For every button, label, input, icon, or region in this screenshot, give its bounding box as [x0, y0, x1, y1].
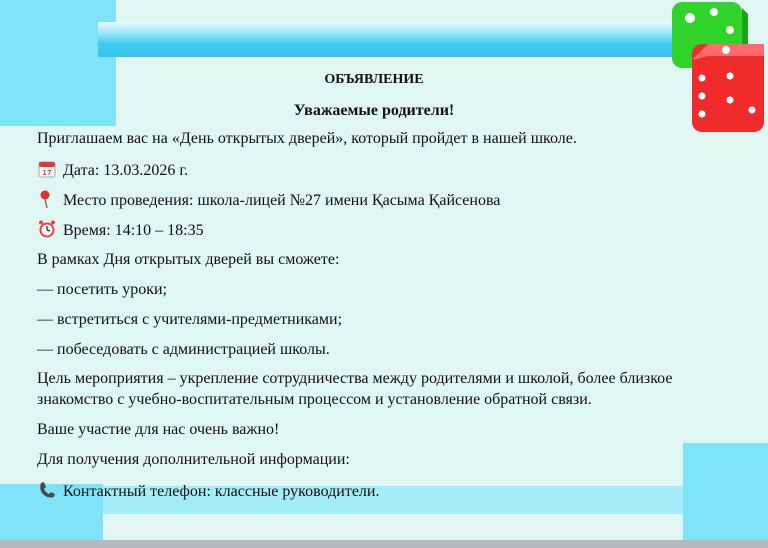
date-line — [37, 159, 188, 181]
place-text: Место проведения: школа-лицей №27 имени Қасыма Қайсенова — [63, 192, 501, 209]
goal-text-line-2: знакомство с учебно-воспитательным процессом и установление обратной связи. — [37, 391, 592, 408]
alarm-clock-icon — [37, 219, 57, 239]
phone-icon — [37, 480, 57, 500]
importance-text: Ваше участие для нас очень важно! — [37, 421, 280, 438]
place-line — [37, 189, 500, 211]
pin-icon — [37, 189, 57, 209]
list-item: — побеседовать с администрацией школы. — [37, 341, 330, 358]
footer-bar — [0, 540, 768, 548]
invite-text: Приглашаем вас на «День открытых дверей», который пройдет в нашей школе. — [37, 130, 577, 147]
intro-text: В рамках Дня открытых дверей вы сможете: — [37, 251, 340, 268]
contact-line — [37, 480, 379, 502]
time-line — [37, 219, 204, 241]
info-prompt: Для получения дополнительной информации: — [37, 451, 350, 468]
date-text: Дата: 13.03.2026 г. — [63, 162, 189, 179]
time-text: Время: 14:10 – 18:35 — [63, 222, 204, 239]
calendar-icon — [37, 159, 57, 179]
contact-text: Контактный телефон: классные руководители. — [63, 483, 380, 500]
decor-block-bottom-right — [683, 443, 768, 548]
svg-text:17: 17 — [42, 169, 52, 177]
goal-text-line-1: Цель мероприятия – укрепление сотрудничества между родителями и школой, более близкое — [37, 370, 673, 387]
header-banner — [98, 22, 676, 57]
list-item: — встретиться с учителями-предметниками; — [37, 311, 343, 328]
greeting: Уважаемые родители! — [293, 102, 455, 119]
list-item: — посетить уроки; — [37, 281, 167, 298]
announcement-title: ОБЪЯВЛЕНИЕ — [324, 72, 424, 87]
